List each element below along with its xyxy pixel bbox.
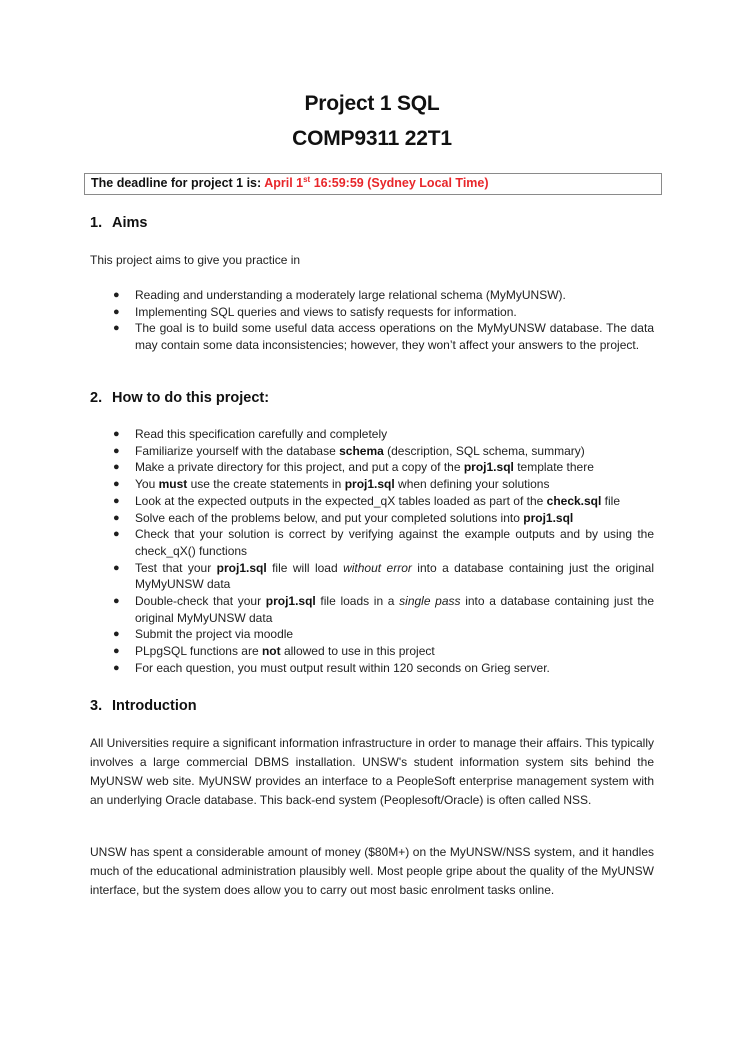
bold-text: not — [261, 644, 281, 659]
bullet-icon: ● — [113, 628, 120, 641]
list-item — [90, 510, 654, 527]
text-run: Solve each of the problems below, and put your completed solutions into — [135, 510, 524, 525]
bullet-icon: ● — [113, 428, 120, 440]
list-item-text: Implementing SQL queries and views to satisfy requests for information. — [135, 304, 517, 319]
list-item-text — [135, 444, 585, 458]
text-run: Test that your — [135, 560, 217, 575]
bullet-icon: ● — [113, 528, 120, 541]
intro-paragraph-1: All Universities require a significant information infrastructure in order to manage their affairs. This typically involves a large commercial DBMS installation. UNSW's student information system sits behind the MyUNSW web site. MyUNSW provides an interface to a PeopleSoft enterprise management system with an underlying Oracle database. This back-end system (Peoplesoft/Oracle) is often called NSS. — [90, 736, 654, 807]
list-item — [90, 304, 654, 321]
list-item-text — [135, 511, 573, 525]
bold-text: proj1.sql — [265, 594, 316, 609]
deadline-date-day: April 1 — [264, 176, 304, 190]
list-item — [90, 493, 654, 510]
text-run: file loads in a — [315, 594, 400, 609]
list-item-text — [135, 460, 594, 474]
list-item — [90, 593, 654, 626]
italic-text: without error — [343, 560, 412, 575]
text-run: Submit the project via moodle — [135, 627, 294, 642]
text-run: into a database containing just the original MyMyUNSW data — [135, 594, 655, 625]
text-run: when defining your solutions — [394, 477, 550, 492]
list-item — [90, 287, 654, 304]
list-item-text: Reading and understanding a moderately large relational schema (MyMyUNSW). — [135, 288, 566, 302]
text-run: Look at the expected outputs in the expected_qX tables loaded as part of the — [135, 493, 547, 508]
section-number: 2. — [90, 390, 103, 406]
bold-text: proj1.sql — [523, 510, 574, 525]
section-heading-how-to — [90, 390, 269, 406]
text-run: Read this specification carefully and completely — [135, 427, 388, 441]
list-item-text: The goal is to build some useful data access operations on the MyMyUNSW database. The data may contain some data inconsistencies; however, they won’t affect your answers to the project. — [135, 321, 654, 353]
bold-text: must — [158, 477, 188, 492]
list-item-text — [135, 494, 620, 508]
course-code-title: COMP9311 22T1 — [292, 127, 452, 150]
bullet-icon: ● — [113, 595, 120, 608]
bullet-icon: ● — [113, 645, 120, 658]
intro-paragraph-2: UNSW has spent a considerable amount of money ($80M+) on the MyUNSW/NSS system, and it handles much of the educational administration plausibly well. Most people gripe about the quality of the MyUNSW interface, but the system does allow you to carry out most basic enrolment tasks online. — [90, 845, 654, 897]
aims-intro: This project aims to give you practice in — [90, 253, 301, 267]
list-item — [90, 459, 654, 476]
bullet-icon: ● — [113, 478, 120, 491]
bold-text: proj1.sql — [216, 560, 267, 575]
bullet-icon: ● — [113, 561, 120, 574]
list-item-text — [135, 661, 550, 675]
list-item-text — [135, 427, 387, 441]
section-heading-aims — [90, 215, 147, 231]
section-title: Introduction — [112, 698, 197, 714]
list-item — [90, 476, 654, 493]
bullet-icon: ● — [113, 305, 120, 318]
list-item-text — [135, 644, 435, 658]
section-number: 1. — [90, 215, 103, 231]
bullet-icon: ● — [113, 461, 120, 474]
bold-text: schema — [339, 443, 384, 458]
section-number: 3. — [90, 698, 103, 714]
text-run: Make a private directory for this project, and put a copy of the — [135, 460, 464, 475]
text-run: You — [135, 477, 159, 492]
text-run: Familiarize yourself with the database — [135, 443, 340, 458]
bullet-icon: ● — [113, 494, 120, 507]
section-heading-introduction — [90, 698, 197, 714]
list-item-text — [135, 627, 293, 641]
bullet-icon: ● — [113, 322, 120, 335]
list-item — [90, 426, 654, 443]
text-run: (description, SQL schema, summary) — [383, 443, 585, 458]
list-item — [90, 626, 654, 643]
section-title: How to do this project: — [112, 390, 270, 406]
text-run: use the create statements in — [187, 477, 345, 492]
bullet-icon: ● — [113, 661, 120, 674]
section-title: Aims — [112, 215, 148, 231]
list-item — [90, 643, 654, 660]
deadline-box — [84, 173, 662, 195]
text-run: Double-check that your — [135, 594, 266, 609]
bold-text: proj1.sql — [344, 477, 395, 492]
how-to-bullet-list — [90, 426, 654, 677]
deadline-text — [91, 176, 489, 190]
text-run: template there — [513, 460, 594, 475]
list-item — [90, 443, 654, 460]
text-run: For each question, you must output result within 120 seconds on Grieg server. — [135, 660, 550, 675]
deadline-date — [264, 176, 488, 190]
bullet-icon: ● — [113, 511, 120, 524]
document-title: Project 1 SQL — [304, 92, 440, 115]
deadline-label: The deadline for project 1 is: — [91, 176, 265, 190]
list-item-text — [135, 477, 549, 491]
list-item — [90, 660, 654, 677]
text-run: Check that your solution is correct by verifying against the example outputs and by using the check_qX() functions — [135, 527, 654, 558]
deadline-date-ordinal: st — [303, 175, 311, 184]
aims-bullet-list — [90, 287, 654, 354]
text-run: file will load — [266, 560, 344, 575]
text-run: into a database containing just the original MyMyUNSW data — [135, 560, 655, 592]
text-run: PLpgSQL functions are — [135, 644, 262, 659]
italic-text: single pass — [399, 594, 461, 609]
list-item-text — [135, 527, 654, 558]
bold-text: proj1.sql — [463, 460, 514, 475]
list-item — [90, 560, 654, 593]
deadline-date-time: 16:59:59 (Sydney Local Time) — [310, 176, 489, 190]
list-item — [90, 320, 654, 353]
list-item-text — [135, 561, 654, 592]
list-item-text — [135, 594, 654, 625]
bullet-icon: ● — [113, 444, 120, 457]
text-run: file — [601, 493, 621, 508]
bold-text: check.sql — [546, 493, 602, 508]
text-run: allowed to use in this project — [280, 644, 435, 659]
list-item — [90, 526, 654, 559]
bullet-icon: ● — [113, 289, 120, 301]
